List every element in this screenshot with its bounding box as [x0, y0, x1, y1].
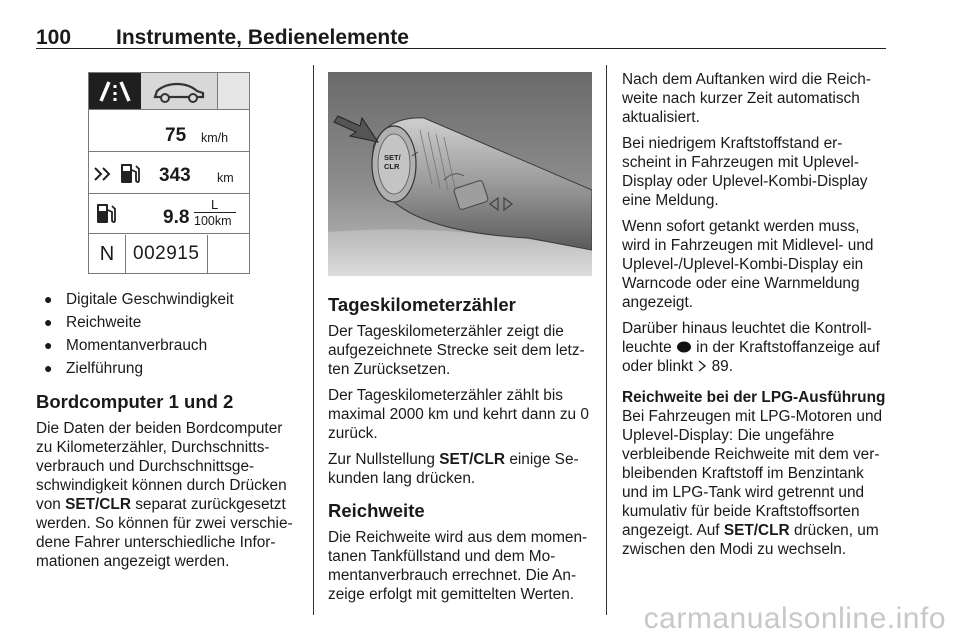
- page-reference-icon: [697, 360, 707, 372]
- double-chevron-icon: [93, 165, 115, 183]
- stalk-photo-figure: [328, 72, 592, 276]
- page-reference[interactable]: 89.: [711, 358, 733, 375]
- fraction-bar: [194, 212, 236, 213]
- column-divider-left: [313, 65, 314, 615]
- lane-road-icon: [89, 73, 141, 109]
- feature-bullet-list: [42, 288, 234, 380]
- speed-unit: km/h: [201, 131, 229, 145]
- left-column-text: [36, 391, 302, 578]
- watermark: carmanualsonline.info: [643, 602, 946, 635]
- fuel-pump-icon: [119, 161, 141, 185]
- section-heading-bordcomputer: Bordcomputer 1 und 2: [36, 391, 234, 412]
- column-divider-right: [606, 65, 607, 615]
- display-tab-car: [141, 73, 218, 109]
- bullet-icon: ●: [44, 337, 53, 353]
- paragraph: Zur Nullstellung SET/CLR einige Se-kunden lang drücken.: [328, 451, 579, 487]
- list-item: ● Reichweite: [42, 311, 234, 334]
- fuel-pump-icon: [95, 201, 117, 225]
- display-tab-bar: [89, 73, 249, 110]
- speed-row: [89, 111, 249, 152]
- middle-column-text: [328, 294, 594, 611]
- odometer-empty-cell: [207, 235, 248, 273]
- consumption-row: [89, 195, 249, 234]
- fuel-warning-lamp-icon: [676, 341, 692, 353]
- paragraph: Die Reichweite wird aus dem momen-tanen Tankfüllstand und dem Mo-mentanverbrauch errechnet. Die An-zeige erfolgt mit gemittelten Werten.: [328, 529, 588, 603]
- display-tab-lane: [89, 73, 141, 109]
- section-heading-lpg: Reichweite bei der LPG-Ausführung: [622, 389, 886, 406]
- car-icon: [141, 73, 217, 109]
- speed-value: 75: [165, 125, 187, 146]
- paragraph: Die Daten der beiden Bordcomputer zu Kilometerzähler, Durchschnitts-verbrauch und Durchschnittsge-schwindigkeit können durch Drücken von SET/CLR separat zurückgesetzt werden. So können für zwei verschie-dene Fahrer unterschiedliche Infor-mationen angezeigt werden.: [36, 420, 293, 570]
- mode-letter: N: [89, 235, 126, 273]
- paragraph: Der Tageskilometerzähler zeigt die aufgezeichnete Strecke seit dem letz-ten Zurücksetzen.: [328, 323, 585, 378]
- odometer-row: [89, 235, 249, 273]
- right-column-text: [622, 70, 888, 566]
- consumption-unit-bottom: 100km: [194, 214, 232, 228]
- bullet-icon: ●: [44, 291, 53, 307]
- range-unit: km: [217, 171, 234, 185]
- list-item: ● Momentanverbrauch: [42, 334, 234, 357]
- arrow-pointer-icon: [334, 116, 378, 142]
- bullet-icon: ●: [44, 314, 53, 330]
- instrument-display-figure: [88, 72, 250, 274]
- paragraph: Bei niedrigem Kraftstoffstand er-scheint in Fahrzeugen mit Uplevel-Display oder Uplevel-Kombi-Display eine Meldung.: [622, 135, 868, 209]
- list-item: ● Zielführung: [42, 357, 234, 380]
- section-heading-reichweite: Reichweite: [328, 500, 425, 521]
- stalk-label-set: SET/: [384, 153, 401, 162]
- page-number: 100: [36, 26, 72, 49]
- page-header: [36, 12, 886, 49]
- bullet-icon: ●: [44, 360, 53, 376]
- range-row: [89, 153, 249, 194]
- list-item: ● Digitale Geschwindigkeit: [42, 288, 234, 311]
- section-heading-tageskilometerzaehler: Tageskilometerzähler: [328, 294, 516, 315]
- paragraph: Bei Fahrzeugen mit LPG-Motoren und Uplevel-Display: Die ungefähre verbleibende Reichweite mit dem ver-bleibenden Kraftstoff im Benzintank und im LPG-Tank wird getrennt und kumulativ für beide Kraftstoffsorten angezeigt. Auf SET/CLR drücken, um zwischen den Modi zu wechseln.: [622, 408, 883, 558]
- paragraph: Der Tageskilometerzähler zählt bis maximal 2000 km und kehrt dann zu 0 zurück.: [328, 387, 589, 442]
- stalk-label-clr: CLR: [384, 162, 400, 171]
- paragraph: Darüber hinaus leuchtet die Kontroll-leuchte in der Kraftstoffanzeige auf oder blinkt 89.: [622, 320, 880, 375]
- paragraph: Wenn sofort getankt werden muss, wird in Fahrzeugen mit Midlevel- und Uplevel-/Uplevel-Kombi-Display ein Warncode oder eine Warnmeldung angezeigt.: [622, 218, 874, 311]
- consumption-unit-top: L: [211, 197, 219, 212]
- paragraph: Nach dem Auftanken wird die Reich-weite nach kurzer Zeit automatisch aktualisiert.: [622, 71, 871, 126]
- range-value: 343: [159, 165, 191, 186]
- stalk-illustration: [328, 72, 592, 276]
- odometer-value: 002915: [133, 243, 200, 264]
- page-title: Instrumente, Bedienelemente: [116, 26, 409, 49]
- consumption-value: 9.8: [163, 207, 190, 228]
